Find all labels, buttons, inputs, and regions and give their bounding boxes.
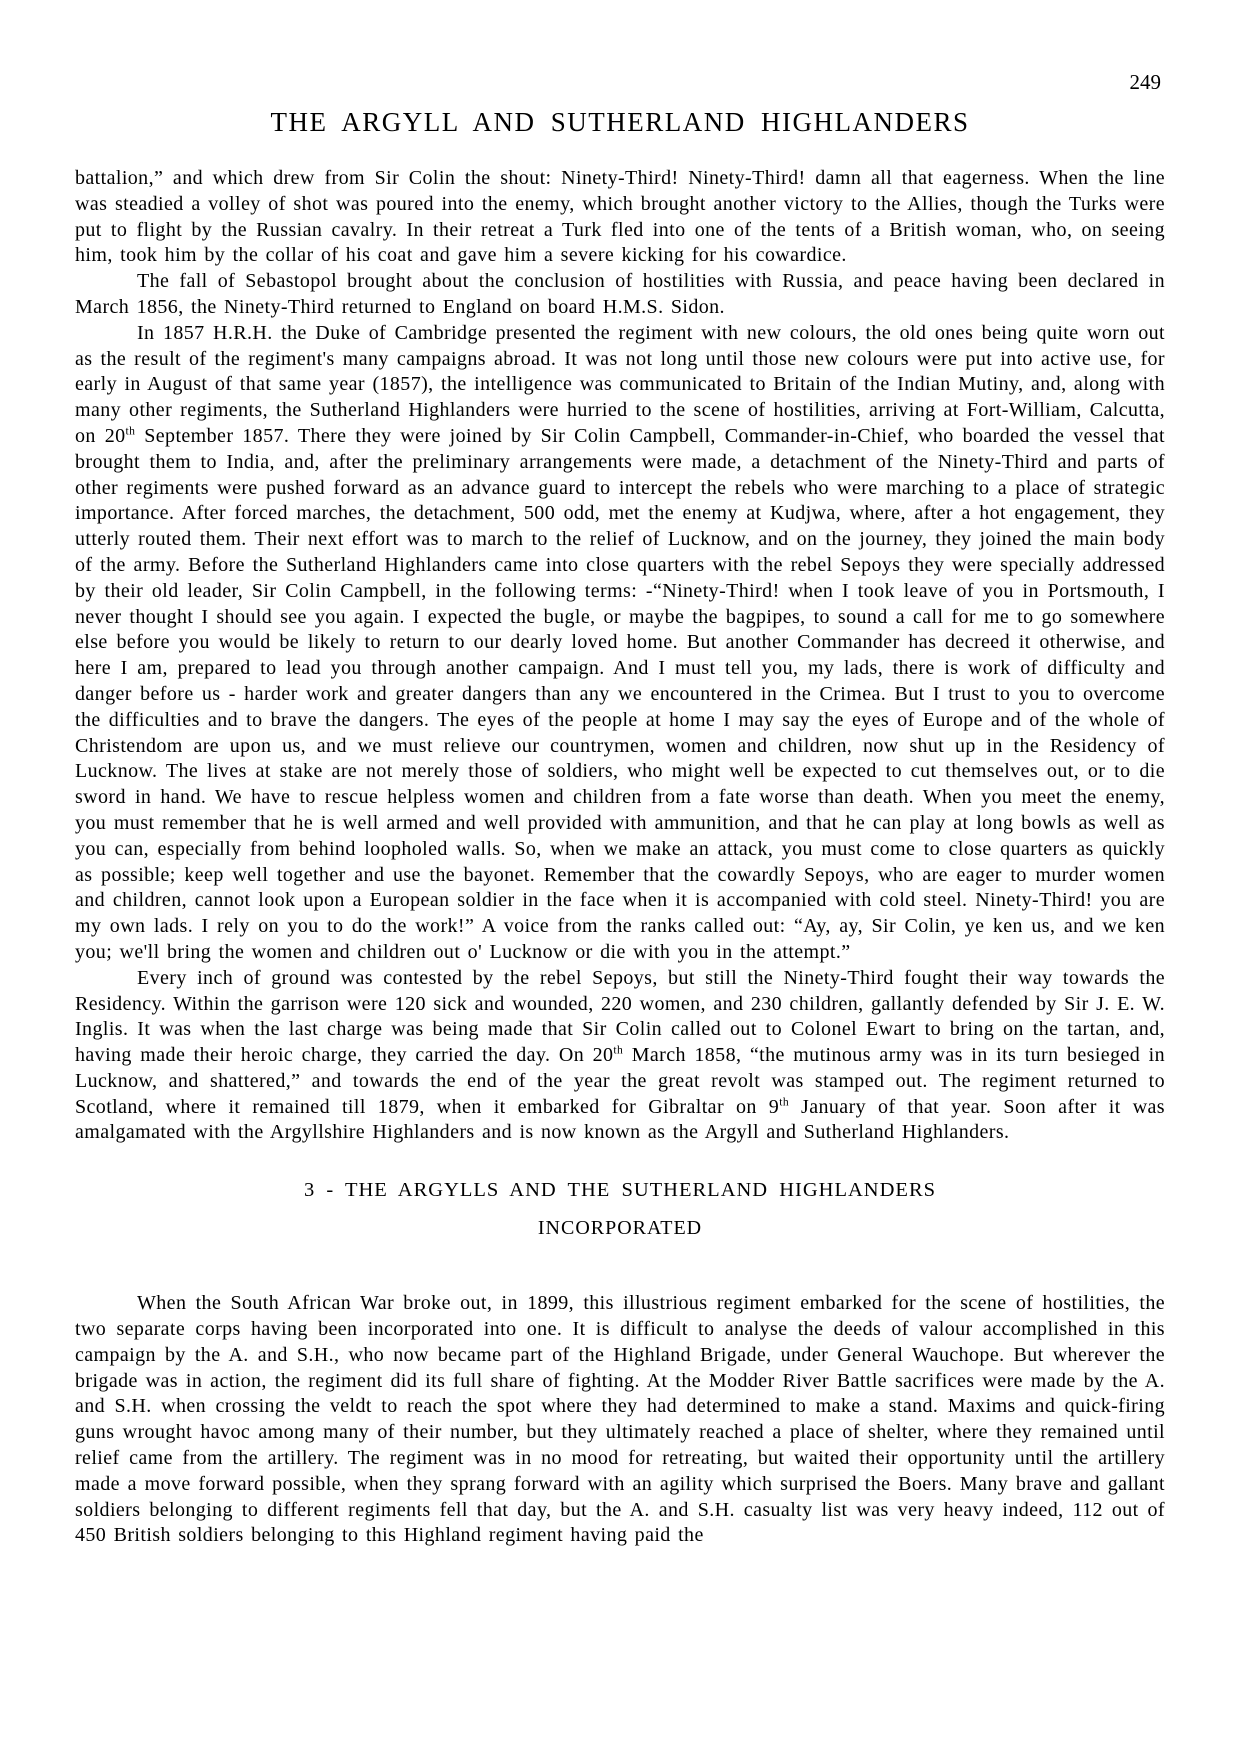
text-run: When the South African War broke out, in 1899, this illustrious regiment embarked for the scene of hostilities, the two separate corps having been incorporated into one. It is difficult to analyse the deeds of valour accomplished in this campaign by the A. and S.H., who now became part of the Highland Brigade, under General Wauchope. But wherever the brigade was in action, the regiment did its full share of fighting. At the Modder River Battle sacrifices were made by the A. and S.H. when crossing the veldt to reach the spot where they had determined to make a stand. Maxims and quick-firing guns wrought havoc among many of their number, but they ultimately reached a place of shelter, where they remained until relief came from the artillery. The regiment was in no mood for retreating, but waited their opportunity until the artillery made a move forward possible, when they sprang forward with an agility which surprised the Boers. Many brave and gallant soldiers belonging to different regiments fell that day, but the A. and S.H. casualty list was very heavy indeed, 112 out of 450 British soldiers belonging to this Highland regiment having paid the — [75, 1292, 1165, 1547]
ordinal-superscript: th — [613, 1043, 624, 1057]
text-run: Every inch of ground was contested by the rebel Sepoys, but still the Ninety-Third fought their way towards the Residency. Within the garrison were 120 sick and wounded, 220 women, and 230 children, gallantly defended by Sir J. E. W. Inglis. It was when the last charge was being made that Sir Colin called out to Colonel Ewart to bring on the tartan, and, having made their heroic charge, they carried the day. On 20 — [75, 966, 1165, 1067]
paragraphs-after-heading — [75, 1291, 1165, 1549]
paragraph — [75, 269, 1165, 321]
text-run: January of that year. Soon after it was amalgamated with the Argyllshire Highlanders and is now known as the Argyll and Sutherland Highlanders. — [75, 1095, 1165, 1144]
page-title: THE ARGYLL AND SUTHERLAND HIGHLANDERS — [270, 107, 970, 137]
paragraph — [75, 1291, 1165, 1549]
ordinal-superscript: th — [125, 424, 136, 438]
ordinal-superscript: th — [779, 1095, 790, 1109]
body-text — [75, 166, 1165, 1549]
text-run: In 1857 H.R.H. the Duke of Cambridge presented the regiment with new colours, the old ones being quite worn out as the result of the regiment's many campaigns abroad. It was not long until those new colours were put into active use, for early in August of that same year (1857), the intelligence was communicated to Britain of the Indian Mutiny, and, along with many other regiments, the Sutherland Highlanders were hurried to the scene of hostilities, arriving at Fort-William, Calcutta, on 20 — [75, 321, 1165, 447]
paragraph — [75, 321, 1165, 966]
paragraph — [75, 166, 1165, 269]
text-run: March 1858, “the mutinous army was in its turn besieged in Lucknow, and shattered,” and towards the end of the year the great revolt was stamped out. The regiment returned to Scotland, where it remained till 1879, when it embarked for Gibraltar on 9 — [75, 1044, 1165, 1118]
section-subheading: INCORPORATED — [537, 1217, 703, 1240]
text-run: battalion,” and which drew from Sir Colin the shout: Ninety-Third! Ninety-Third! damn all that eagerness. When the line was steadied a volley of shot was poured into the enemy, which brought another victory to the Allies, though the Turks were put to flight by the Russian cavalry. In their retreat a Turk fled into one of the tents of a British woman, who, on seeing him, took him by the collar of his coat and gave him a severe kicking for his cowardice. — [75, 167, 1165, 267]
paragraphs-before-heading — [75, 166, 1165, 1146]
text-run: September 1857. There they were joined by Sir Colin Campbell, Commander-in-Chief, who boarded the vessel that brought them to India, and, after the preliminary arrangements were made, a detachment of the Ninety-Third and parts of other regiments were pushed forward as an advance guard to intercept the rebels who were marching to a place of strategic importance. After forced marches, the detachment, 500 odd, met the enemy at Kudjwa, where, after a hot engagement, they utterly routed them. Their next effort was to march to the relief of Lucknow, and on the journey, they joined the main body of the army. Before the Sutherland Highlanders came into close quarters with the rebel Sepoys they were specially addressed by their old leader, Sir Colin Campbell, in the following terms: -“Ninety-Third! when I took leave of you in Portsmouth, I never thought I should see you again. I expected the bugle, or maybe the bagpipes, to sound a call for me to go somewhere else before you would be likely to return to our dearly loved home. But another Commander has decreed it otherwise, and here I am, prepared to lead you through another campaign. And I must tell you, my lads, there is work of difficulty and danger before us - harder work and greater dangers than any we encountered in the Crimea. But I trust to you to overcome the difficulties and to brave the dangers. The eyes of the people at home I may say the eyes of Europe and of the whole of Christendom are upon us, and we must relieve our countrymen, women and children, now shut up in the Residency of Lucknow. The lives at stake are not merely those of soldiers, who might well be expected to cut themselves out, or to die sword in hand. We have to rescue helpless women and children from a fate worse than death. When you meet the enemy, you must remember that he is well armed and well provided with ammunition, and that he can play at long bowls as well as you can, especially from behind loopholed walls. So, when we make an attack, you must come to close quarters as quickly as possible; keep well together and use the bayonet. Remember that the cowardly Sepoys, who are eager to murder women and children, cannot look upon a European soldier in the face when it is accompanied with cold steel. Ninety-Third! you are my own lads. I rely on you to do the work!” A voice from the ranks called out: “Ay, ay, Sir Colin, ye ken us, and we ken you; we'll bring the women and children out o' Lucknow or die with you in the attempt.” — [75, 424, 1166, 963]
text-run: The fall of Sebastopol brought about the conclusion of hostilities with Russia, and peace having been declared in March 1856, the Ninety-Third returned to England on board H.M.S. Sidon. — [75, 270, 1165, 318]
paragraph — [75, 966, 1165, 1147]
section-heading: 3 - THE ARGYLLS AND THE SUTHERLAND HIGHLANDERS — [303, 1179, 937, 1202]
page-number: 249 — [1129, 70, 1161, 94]
